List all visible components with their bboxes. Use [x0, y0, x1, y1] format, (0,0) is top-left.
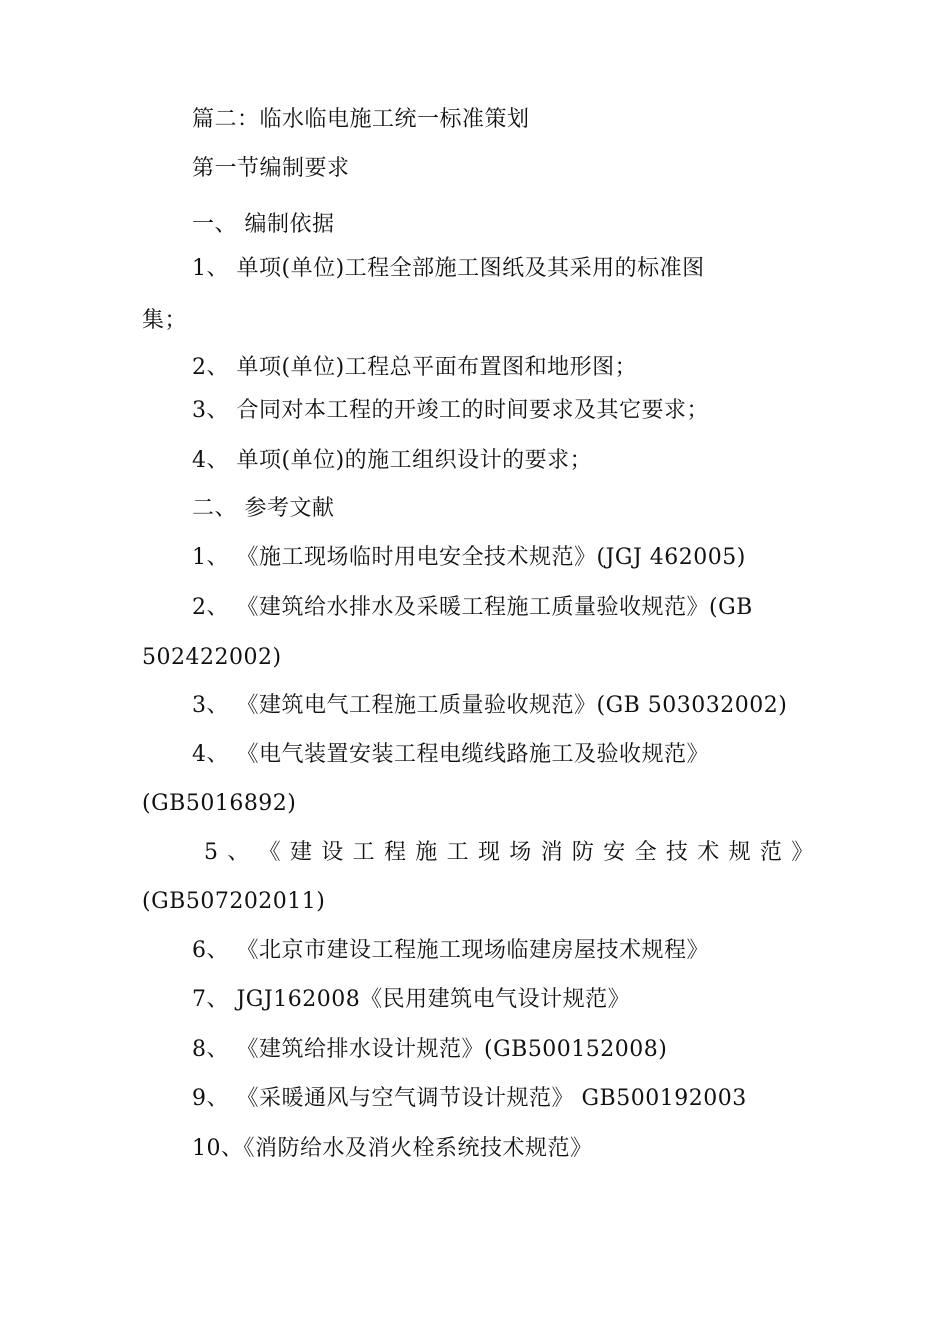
- part1-heading: 一、 编制依据: [192, 212, 335, 237]
- justified-character: 技: [665, 840, 689, 865]
- reference-item-2-continued: 502422002): [142, 645, 282, 670]
- justified-character: 建: [289, 840, 313, 865]
- basis-item-1-continued: 集；: [142, 308, 188, 333]
- reference-item-1: 1、 《施工现场临时用电安全技术规范》(JGJ 462005): [192, 545, 746, 570]
- reference-item-7: 7、 JGJ162008《民用建筑电气设计规范》: [192, 987, 631, 1012]
- section-heading: 第一节编制要求: [192, 156, 350, 181]
- reference-item-3: 3、 《建筑电气工程施工质量验收规范》(GB 503032002): [192, 693, 788, 718]
- justified-character: 5: [204, 840, 219, 865]
- reference-item-4-continued: (GB5016892): [142, 791, 297, 816]
- reference-item-9: 9、 《采暖通风与空气调节设计规范》 GB500192003: [192, 1086, 747, 1111]
- justified-character: 场: [509, 840, 532, 865]
- justified-character: 《: [258, 840, 282, 865]
- justified-character: 》: [791, 840, 814, 865]
- justified-character: 、: [227, 840, 250, 865]
- justified-character: 工: [352, 840, 376, 865]
- reference-item-5-continued: (GB507202011): [142, 889, 326, 914]
- basis-item-4: 4、 单项(单位)的施工组织设计的要求；: [192, 448, 593, 473]
- part2-heading: 二、 参考文献: [192, 496, 335, 521]
- basis-item-3: 3、 合同对本工程的开竣工的时间要求及其它要求；: [192, 398, 709, 423]
- basis-item-1: 1、 单项(单位)工程全部施工图纸及其采用的标准图: [192, 256, 705, 281]
- justified-character: 程: [383, 840, 407, 865]
- reference-item-4: 4、 《电气装置安装工程电缆线路施工及验收规范》: [192, 742, 709, 767]
- reference-item-6: 6、 《北京市建设工程施工现场临建房屋技术规程》: [192, 938, 709, 963]
- basis-item-2: 2、 单项(单位)工程总平面布置图和地形图；: [192, 355, 638, 380]
- justified-character: 施: [415, 840, 438, 865]
- justified-character: 消: [540, 840, 564, 865]
- justified-character: 设: [321, 840, 344, 865]
- justified-character: 现: [477, 840, 501, 865]
- reference-item-5: [204, 838, 814, 868]
- reference-item-8: 8、 《建筑给排水设计规范》(GB500152008): [192, 1037, 668, 1062]
- justified-character: 全: [634, 840, 658, 865]
- justified-character: 防: [571, 840, 595, 865]
- justified-character: 规: [728, 840, 752, 865]
- justified-character: 安: [603, 840, 626, 865]
- justified-character: 术: [697, 840, 720, 865]
- document-title: 篇二：临水临电施工统一标准策划: [192, 107, 530, 132]
- justified-character: 工: [446, 840, 470, 865]
- reference-item-10: 10、《消防给水及消火栓系统技术规范》: [192, 1136, 593, 1161]
- justified-character: 范: [759, 840, 783, 865]
- reference-item-2: 2、 《建筑给水排水及采暖工程施工质量验收规范》(GB: [192, 595, 753, 620]
